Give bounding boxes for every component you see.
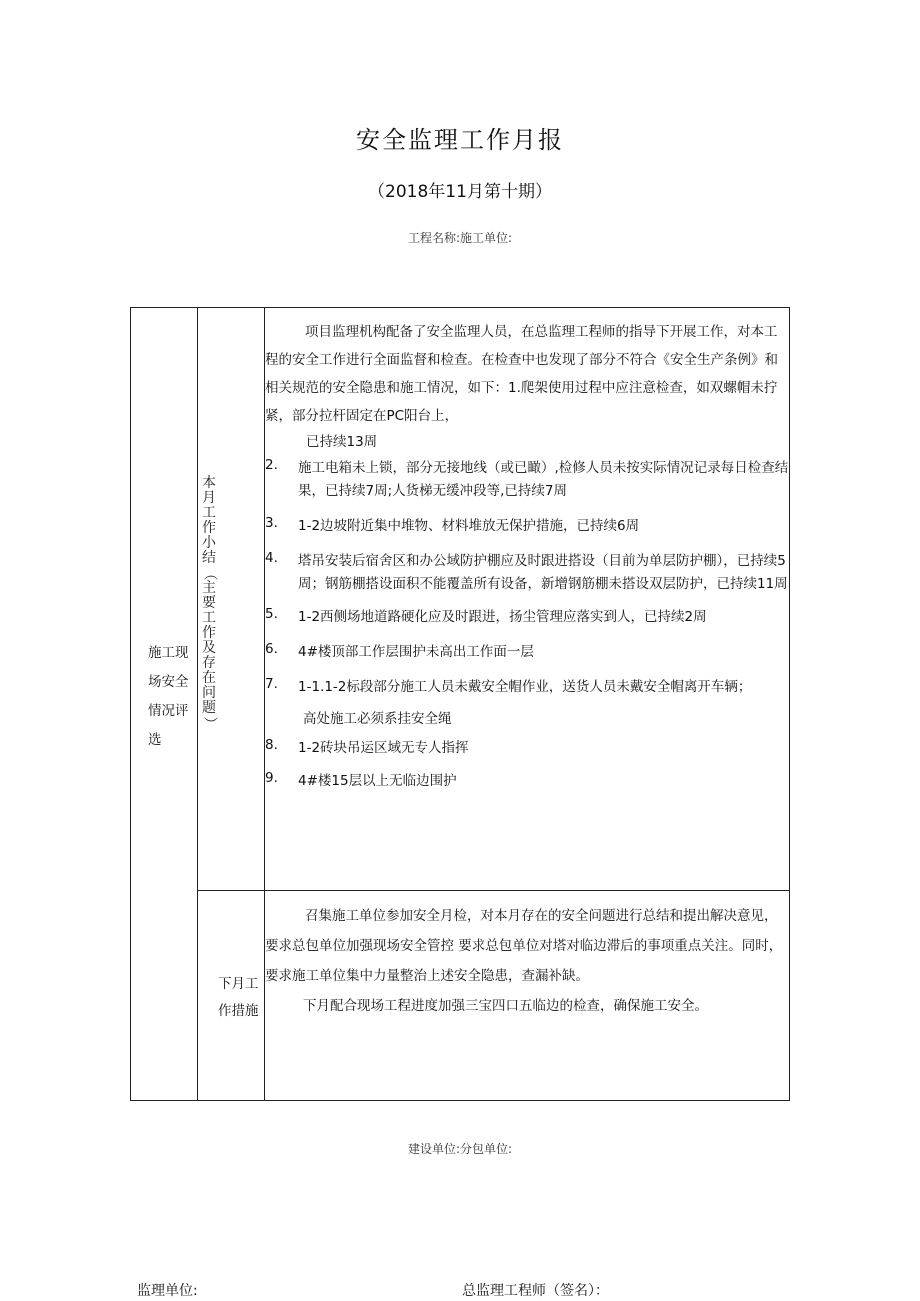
category-label: 施工现场安全情况评选 bbox=[148, 645, 189, 748]
chief-engineer-signature-label: 总监理工程师（签名）： bbox=[462, 1283, 609, 1299]
vertical-label-char: 及 bbox=[202, 640, 216, 656]
next-month-content bbox=[265, 891, 789, 1100]
list-item: 4. 塔吊安装后宿舍区和办公域防护棚应及时跟进搭设（目前为单层防护棚），已持续5周；钢筋棚搭设面积不能覆盖所有设备，新增钢筋棚未搭设双层防护，已持续11周 bbox=[265, 550, 788, 592]
category-column bbox=[131, 308, 198, 1100]
vertical-label-char: 题 bbox=[202, 700, 216, 716]
next-month-row bbox=[198, 891, 789, 1100]
project-info-line: 工程名称:施工单位: bbox=[407, 231, 513, 245]
vertical-label-char: 工 bbox=[202, 610, 216, 626]
vertical-label-char: 工 bbox=[202, 505, 216, 521]
summary-row bbox=[198, 308, 789, 891]
list-item: 9. 4#楼15层以上无临边围护 bbox=[265, 770, 457, 789]
supervisor-unit-label: 监理单位: bbox=[137, 1283, 198, 1299]
summary-vertical-label bbox=[198, 476, 220, 731]
summary-intro-continued: 已持续13周 bbox=[306, 434, 378, 450]
list-item: 2. 施工电箱未上锁，部分无接地线（或已瞰）,检修人员未按实际情况记录每日检查结果，已持续7周;人货梯无缓冲段等,已持续7周 bbox=[265, 457, 789, 499]
list-item: 7. 1-1.1-2标段部分施工人员未戴安全帽作业，送货人员未戴安全帽离开车辆； bbox=[265, 676, 752, 695]
vertical-label-char: 本 bbox=[202, 475, 216, 491]
summary-content bbox=[265, 308, 789, 890]
vertical-label-char: 作 bbox=[202, 625, 216, 641]
next-month-label-cell bbox=[198, 891, 265, 1100]
list-item: 5. 1-2西侧场地道路硬化应及时跟进，扬尘管理应落实到人，已持续2周 bbox=[265, 606, 707, 625]
vertical-label-char: 月 bbox=[202, 490, 216, 506]
vertical-label-char: 主 bbox=[202, 580, 216, 596]
report-period: （2018年11月第十期） bbox=[368, 182, 552, 202]
vertical-label-char: 在 bbox=[202, 670, 216, 686]
page-title: 安全监理工作月报 bbox=[356, 126, 564, 154]
units-line: 建设单位:分包单位: bbox=[407, 1142, 513, 1156]
next-month-para-1: 召集施工单位参加安全月检，对本月存在的安全问题进行总结和提出解决意见，要求总包单位加强现场安全管控 要求总包单位对塔对临边滞后的事项重点关注。同时，要求施工单位集中力量整治上述安全隐患，查漏补缺。 bbox=[265, 908, 783, 984]
next-month-para-2: 下月配合现场工程进度加强三宝四口五临边的检查，确保施工安全。 bbox=[303, 998, 708, 1014]
vertical-label-char: 结 bbox=[202, 550, 216, 566]
list-item: 3. 1-2边坡附近集中堆物、材料堆放无保护措施，已持续6周 bbox=[265, 515, 640, 534]
vertical-label-char: 要 bbox=[202, 595, 216, 611]
vertical-label-char: ） bbox=[201, 716, 218, 731]
summary-intro: 项目监理机构配备了安全监理人员，在总监理工程师的指导下开展工作，对本工程的安全工作进行全面监督和检查。在检查中也发现了部分不符合《安全生产条例》和相关规范的安全隐患和施工情况，如下：1.爬架使用过程中应注意检查，如双螺帽未拧紧，部分拉杆固定在PC阳台上， bbox=[265, 324, 778, 424]
summary-label-cell bbox=[198, 308, 265, 890]
report-table bbox=[130, 307, 790, 1101]
next-month-label: 下月工作措施 bbox=[218, 976, 259, 1019]
vertical-label-char: 小 bbox=[202, 535, 216, 551]
vertical-label-char: 存 bbox=[202, 655, 216, 671]
list-item: 6. 4#楼顶部工作层围护未高出工作面一层 bbox=[265, 641, 534, 660]
vertical-label-char: （ bbox=[201, 566, 218, 581]
vertical-label-char: 作 bbox=[202, 520, 216, 536]
list-item-continued: 高处施工必须系挂安全绳 bbox=[303, 711, 452, 727]
list-item: 8. 1-2砖块吊运区域无专人指挥 bbox=[265, 737, 469, 756]
vertical-label-char: 问 bbox=[202, 685, 216, 701]
